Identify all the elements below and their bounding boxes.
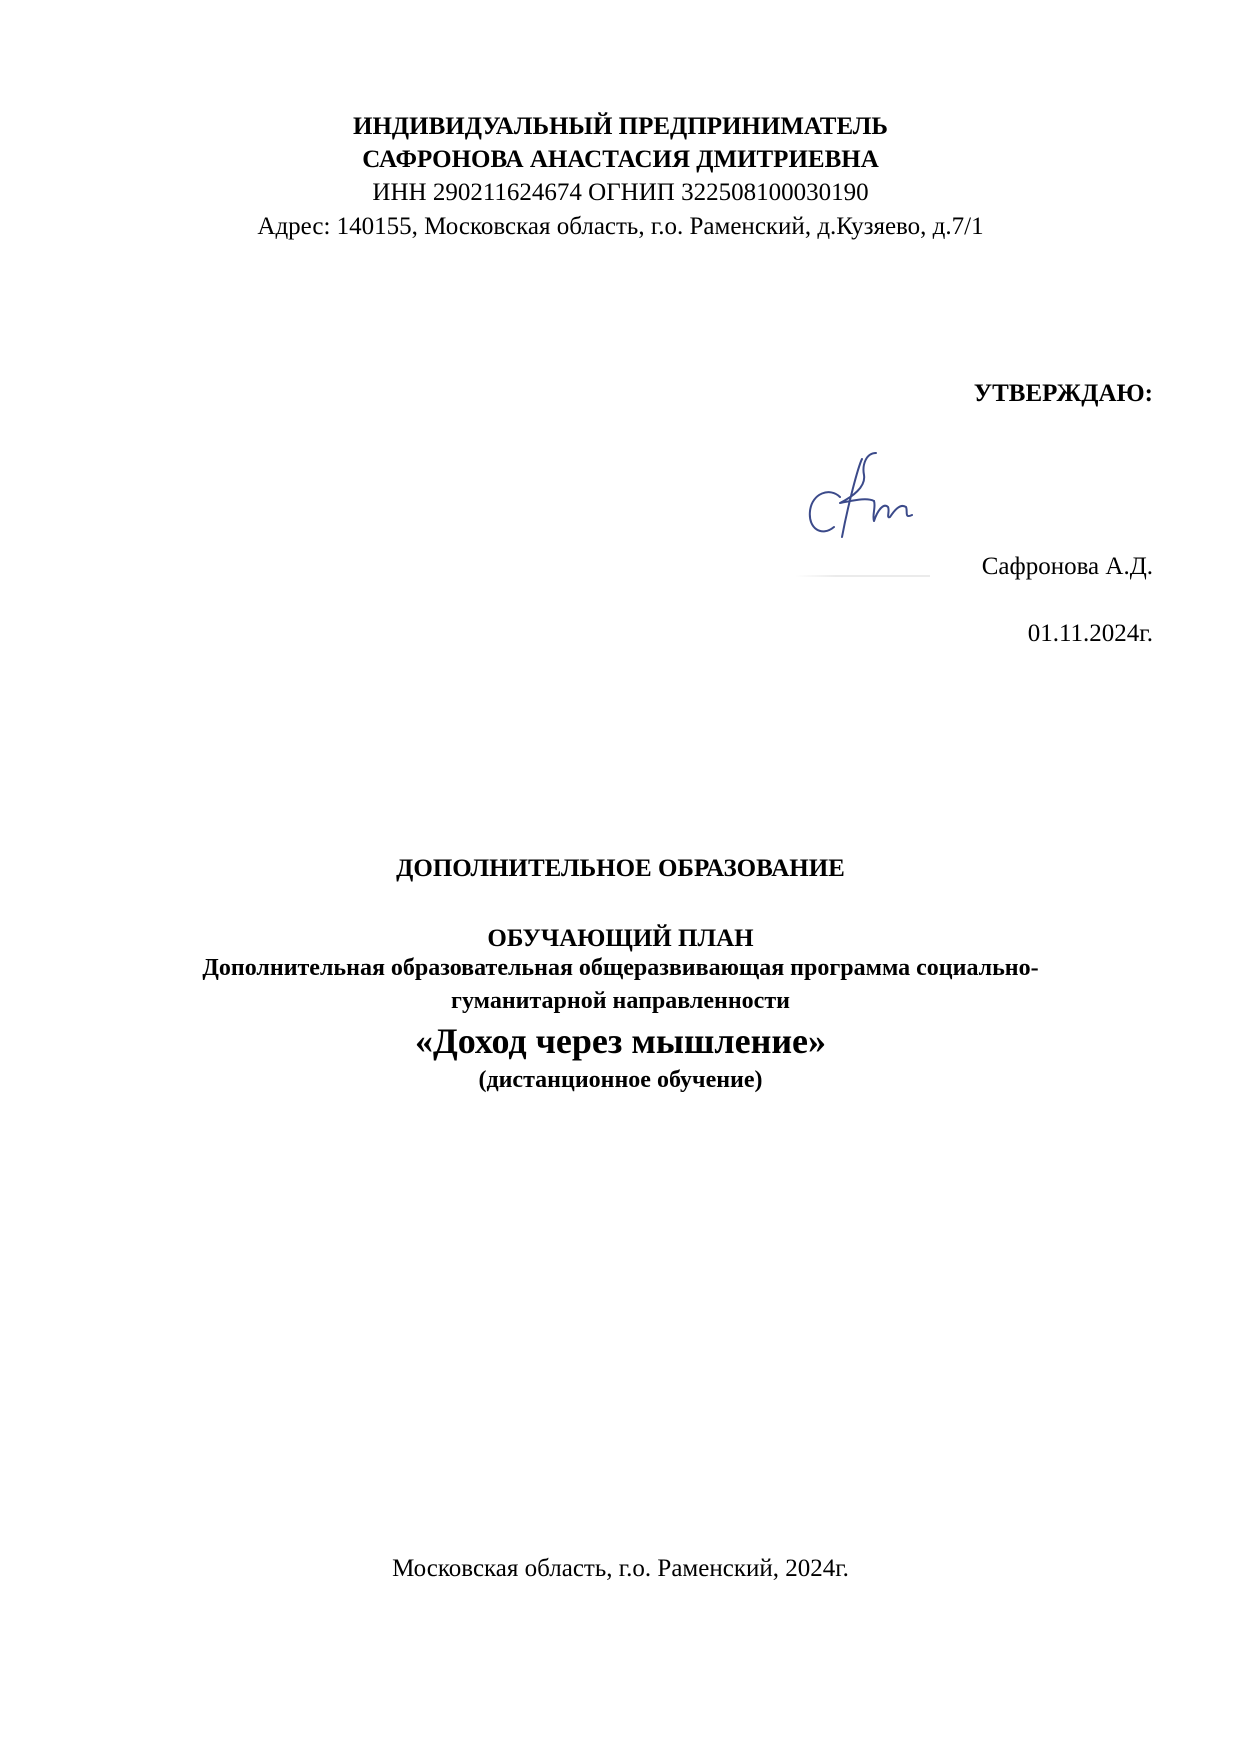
- approval-label: УТВЕРЖДАЮ:: [973, 380, 1153, 407]
- program-description-line1: Дополнительная образовательная общеразвивающая программа социально-: [202, 955, 1039, 981]
- issuer-address: Адрес: 140155, Московская область, г.о. Раменский, д.Кузяево, д.7/1: [257, 213, 984, 240]
- approval-date: 01.11.2024г.: [1027, 620, 1153, 647]
- section-title: ДОПОЛНИТЕЛЬНОЕ ОБРАЗОВАНИЕ: [396, 855, 845, 882]
- issuer-name: САФРОНОВА АНАСТАСИЯ ДМИТРИЕВНА: [362, 146, 879, 173]
- course-name: «Доход через мышление»: [414, 1021, 827, 1061]
- handwritten-signature: [800, 445, 940, 575]
- issuer-title: ИНДИВИДУАЛЬНЫЙ ПРЕДПРИНИМАТЕЛЬ: [353, 113, 888, 140]
- issuer-registration-numbers: ИНН 290211624674 ОГНИП 322508100030190: [372, 179, 869, 206]
- program-description-line2: гуманитарной направленности: [451, 988, 790, 1014]
- plan-title: ОБУЧАЮЩИЙ ПЛАН: [487, 925, 754, 952]
- course-format: (дистанционное обучение): [478, 1067, 763, 1093]
- signature-line: [795, 575, 930, 577]
- footer-place-year: Московская область, г.о. Раменский, 2024г.: [392, 1555, 849, 1582]
- signer-name: Сафронова А.Д.: [981, 553, 1153, 580]
